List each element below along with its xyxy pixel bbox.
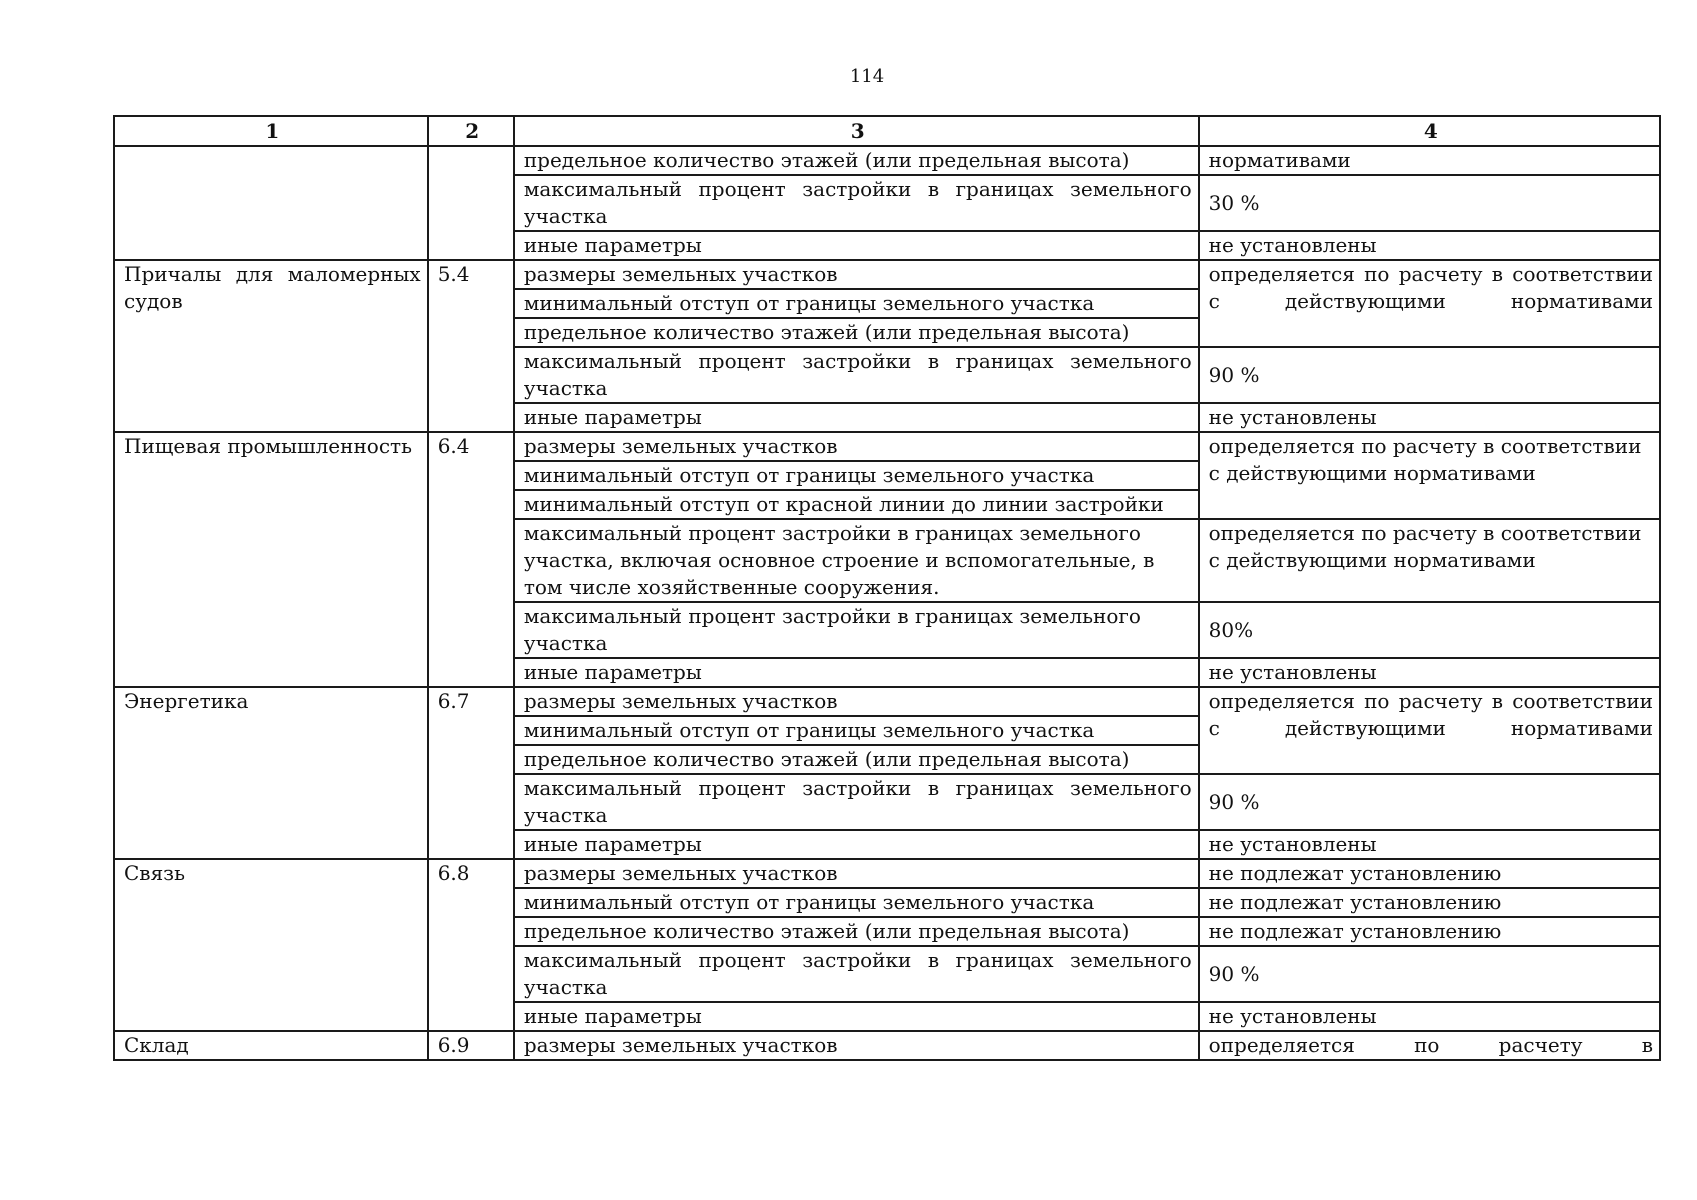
column-header-2: 2 xyxy=(428,116,514,146)
parameter-name: размеры земельных участков xyxy=(514,432,1199,461)
use-type-name xyxy=(114,146,428,260)
parameter-name: максимальный процент застройки в границах земельного участка xyxy=(514,946,1199,1002)
parameter-name: иные параметры xyxy=(514,1002,1199,1031)
use-type-name: Энергетика xyxy=(114,687,428,859)
parameter-name: минимальный отступ от границы земельного участка xyxy=(514,461,1199,490)
use-type-name: Склад xyxy=(114,1031,428,1060)
parameter-value: не установлены xyxy=(1199,1002,1660,1031)
parameter-value: не установлены xyxy=(1199,658,1660,687)
parameter-value: не подлежат установлению xyxy=(1199,917,1660,946)
parameter-value: 90 % xyxy=(1199,946,1660,1002)
parameter-name: размеры земельных участков xyxy=(514,687,1199,716)
parameter-name: максимальный процент застройки в границах земельного участка xyxy=(514,602,1199,658)
parameter-value: не подлежат установлению xyxy=(1199,859,1660,888)
parameter-name: предельное количество этажей (или предельная высота) xyxy=(514,917,1199,946)
parameter-name: минимальный отступ от границы земельного участка xyxy=(514,716,1199,745)
use-type-code: 6.8 xyxy=(428,859,514,1031)
table-row xyxy=(114,260,1660,289)
parameter-value: определяется по расчету в соответствии с действующими нормативами xyxy=(1199,260,1660,347)
use-type-code: 6.9 xyxy=(428,1031,514,1060)
table-row xyxy=(114,432,1660,461)
parameter-value: не установлены xyxy=(1199,231,1660,260)
parameter-value: не установлены xyxy=(1199,403,1660,432)
parameter-value: 90 % xyxy=(1199,347,1660,403)
parameter-name: предельное количество этажей (или предельная высота) xyxy=(514,146,1199,175)
page-number: 114 xyxy=(849,66,885,87)
parameter-name: иные параметры xyxy=(514,830,1199,859)
use-type-code: 6.7 xyxy=(428,687,514,859)
parameter-value: 80% xyxy=(1199,602,1660,658)
parameter-name: иные параметры xyxy=(514,403,1199,432)
use-type-name: Связь xyxy=(114,859,428,1031)
table-header-row xyxy=(114,116,1660,146)
table-row xyxy=(114,687,1660,716)
parameter-value: 30 % xyxy=(1199,175,1660,231)
use-type-name: Причалы для маломерных судов xyxy=(114,260,428,432)
use-type-name: Пищевая промышленность xyxy=(114,432,428,687)
parameter-name: размеры земельных участков xyxy=(514,1031,1199,1060)
parameter-name: предельное количество этажей (или предельная высота) xyxy=(514,318,1199,347)
column-header-4: 4 xyxy=(1199,116,1660,146)
parameter-value: определяется по расчету в xyxy=(1199,1031,1660,1060)
parameter-value: определяется по расчету в соответствии с действующими нормативами xyxy=(1199,432,1660,519)
parameter-name: размеры земельных участков xyxy=(514,260,1199,289)
parameter-name: максимальный процент застройки в границах земельного участка, включая основное строение и вспомогательные, в том числе хозяйственные сооружения. xyxy=(514,519,1199,602)
table-row xyxy=(114,146,1660,175)
parameter-value: 90 % xyxy=(1199,774,1660,830)
parameter-name: максимальный процент застройки в границах земельного участка xyxy=(514,774,1199,830)
parameter-name: предельное количество этажей (или предельная высота) xyxy=(514,745,1199,774)
parameter-value: определяется по расчету в соответствии с действующими нормативами xyxy=(1199,687,1660,774)
parameter-value: нормативами xyxy=(1199,146,1660,175)
parameter-name: размеры земельных участков xyxy=(514,859,1199,888)
parameter-name: иные параметры xyxy=(514,658,1199,687)
table-row xyxy=(114,1031,1660,1060)
parameter-value: не установлены xyxy=(1199,830,1660,859)
parameter-value: не подлежат установлению xyxy=(1199,888,1660,917)
parameter-value: определяется по расчету в соответствии с действующими нормативами xyxy=(1199,519,1660,602)
parameter-name: иные параметры xyxy=(514,231,1199,260)
parameter-name: минимальный отступ от границы земельного участка xyxy=(514,888,1199,917)
parameter-name: минимальный отступ от красной линии до линии застройки xyxy=(514,490,1199,519)
land-use-parameters-table xyxy=(113,115,1661,1061)
parameter-name: максимальный процент застройки в границах земельного участка xyxy=(514,347,1199,403)
table-row xyxy=(114,859,1660,888)
column-header-1: 1 xyxy=(114,116,428,146)
column-header-3: 3 xyxy=(514,116,1199,146)
use-type-code xyxy=(428,146,514,260)
parameter-name: минимальный отступ от границы земельного участка xyxy=(514,289,1199,318)
use-type-code: 6.4 xyxy=(428,432,514,687)
parameter-name: максимальный процент застройки в границах земельного участка xyxy=(514,175,1199,231)
use-type-code: 5.4 xyxy=(428,260,514,432)
